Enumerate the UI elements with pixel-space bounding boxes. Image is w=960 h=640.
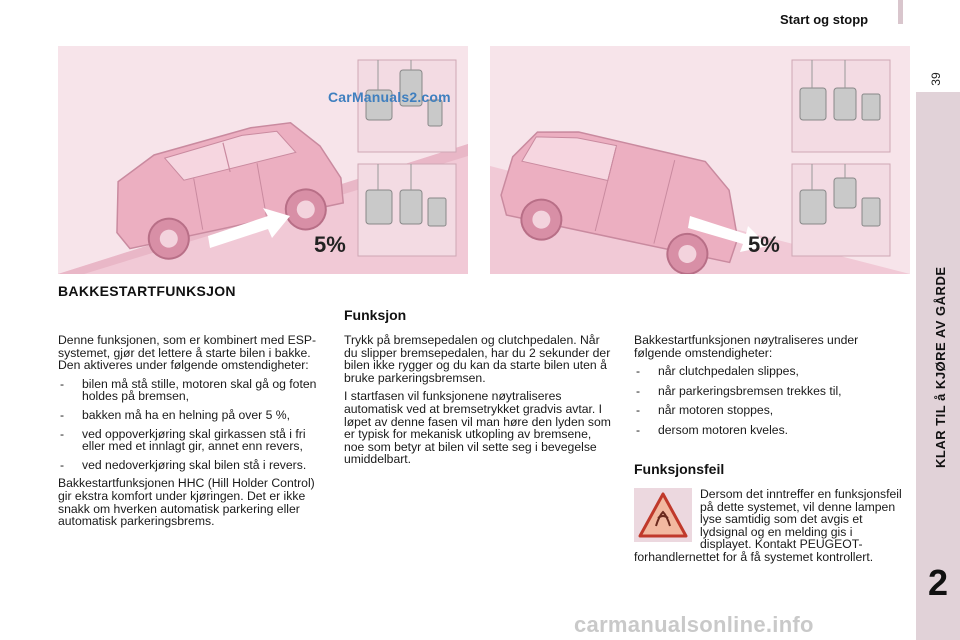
uphill-grade-label: 5% — [314, 232, 346, 257]
list-item: - ved oppoverkjøring skal girkassen stå i fri eller med et innlagt gir, annet enn revers, — [58, 428, 326, 453]
activation-conditions-list — [58, 378, 326, 472]
funksjonsfeil-heading: Funksjonsfeil — [634, 461, 725, 477]
icon-spacer — [634, 488, 700, 546]
chapter-title-text: KLAR TIL å KJØRE AV GÅRDE — [933, 266, 948, 468]
running-header-title: Start og stopp — [780, 12, 869, 27]
list-item: - ved nedoverkjøring skal bilen stå i revers. — [58, 459, 326, 472]
watermark-top: CarManuals2.com — [328, 89, 451, 105]
neutralisation-paragraph: Bakkestartfunksjonen nøytraliseres under følgende omstendigheter: — [634, 333, 859, 360]
downhill-car-drawing — [490, 46, 910, 274]
watermark-bottom: carmanualsonline.info — [574, 612, 814, 637]
list-item: - dersom motoren kveles. — [634, 424, 904, 437]
funksjon-heading: Funksjon — [344, 307, 407, 323]
list-item: - bilen må stå stille, motoren skal gå og foten holdes på bremsen, — [58, 378, 326, 403]
downhill-grade-label: 5% — [748, 232, 780, 257]
neutralisation-conditions-list — [634, 365, 904, 436]
list-item: - når parkeringsbremsen trekkes til, — [634, 385, 904, 398]
funksjonsfeil-paragraph: Dersom det inntreffer en funksjonsfeil på dette systemet, vil denne lampen lyse samtidig som det avgis et lydsignal og en melding gis i displayet. Kontakt PEUGEOT-forhandlernettet for å få systemet kontrollert. — [634, 487, 902, 564]
funksjon-column — [344, 334, 614, 472]
intro-paragraph: Denne funksjonen, som er kombinert med ESP-systemet, gjør det lettere å starte bilen i bakke. Den aktiveres under følgende omstendigheter: — [58, 333, 317, 373]
chapter-number: 2 — [927, 562, 949, 603]
page-number: 39 — [929, 72, 943, 86]
neutralisation-column — [634, 334, 904, 444]
hhc-paragraph: Bakkestartfunksjonen HHC (Hill Holder Control) gir ekstra komfort under kjøringen. Det er ikke snakk om hverken automatisk parkering eller automatisk parkeringsbrems. — [58, 476, 315, 529]
list-item: - når clutchpedalen slippes, — [634, 365, 904, 378]
intro-column — [58, 334, 326, 534]
funksjonsfeil-text — [634, 488, 904, 564]
header-divider — [898, 0, 903, 24]
uphill-car-drawing — [58, 46, 468, 274]
funksjon-paragraph-2: I startfasen vil funksjonene nøytraliseres automatisk ved at bremsetrykket gradvis avtar. I løpet av denne fasen vil man høre den lyden som er typisk for mekanisk utkopling av bremsene, noe som betyr at bilen vil sette seg i bevegelse umiddelbart. — [344, 389, 611, 467]
section-title: BAKKESTARTFUNKSJON — [58, 283, 236, 299]
list-item: - når motoren stoppes, — [634, 404, 904, 417]
uphill-illustration — [58, 46, 468, 274]
funksjon-paragraph-1: Trykk på bremsepedalen og clutchpedalen. Når du slipper bremsepedalen, har du 2 sekunder der bilen ikke rygger og du kan da starte bilen uten å bruke parkeringsbremsen. — [344, 333, 611, 385]
downhill-illustration — [490, 46, 910, 274]
list-item: - bakken må ha en helning på over 5 %, — [58, 409, 326, 422]
